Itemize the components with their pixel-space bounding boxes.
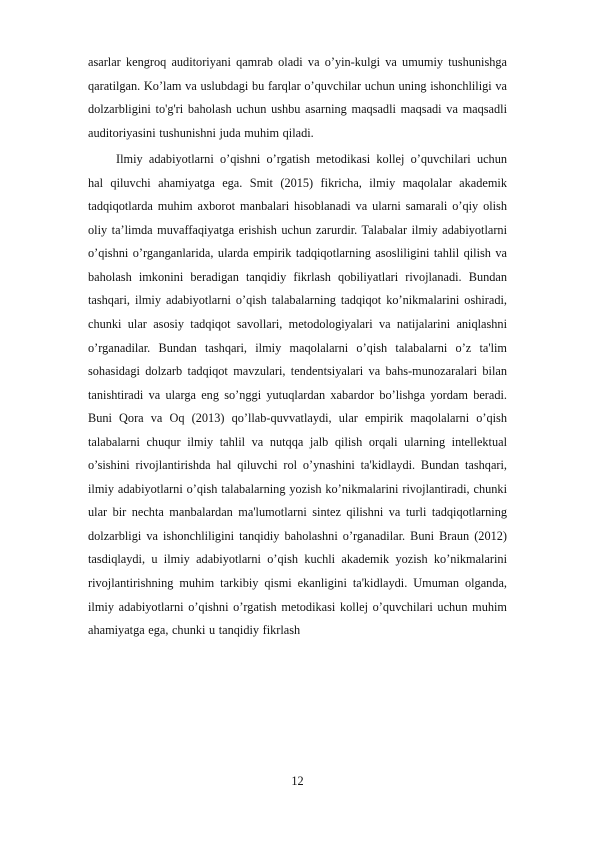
- page-number: 12: [291, 774, 304, 788]
- paragraph-methodology: Ilmiy adabiyotlarni o’qishni o’rgatish metodikasi kollej o’quvchilari uchun hal qiluvchi ahamiyatga ega. Smit (2015) fikricha, ilmiy maqolalar akademik tadqiqotlarda muhim axborot manbalari hisoblanadi va ularni samarali o’qiy olish oliy ta’limda muvaffaqiyatga erishish uchun zarurdir. Talabalar ilmiy adabiyotlarni o’qishni o’rganganlarida, ularda empirik tadqiqotlarning asosliligini tahlil qilish va baholash imkonini beradigan tanqidiy fikrlash qobiliyatlari rivojlanadi. Bundan tashqari, ilmiy adabiyotlarni o’qish talabalarning tadqiqot ko’nikmalarini oshiradi, chunki ular asosiy tadqiqot savollari, metodologiyalari va natijalarini aniqlashni o’rganadilar. Bundan tashqari, ilmiy maqolalarni o’qish talabalarni o’z ta'lim sohasidagi dolzarb tadqiqot mavzulari, tendentsiyalari va bahs-munozaralari bilan tanishtiradi va ularga eng so’nggi yutuqlardan xabardor bo’lishga yordam beradi. Buni Qora va Oq (2013) qo’llab-quvvatlaydi, ular empirik maqolalarni o’qish talabalarni chuqur ilmiy tahlil va nutqqa jalb qilish orqali ularning intellektual o’sishini rivojlantirishda hal qiluvchi rol o’ynashini ta'kidlaydi. Bundan tashqari, ilmiy adabiyotlarni o’qish talabalarning yozish ko’nikmalarini rivojlantiradi, chunki ular bir nechta manbalardan ma'lumotlarni sintez qilishni va turli tadqiqotlarning dolzarbligi va ishonchliligini tanqidiy baholashni o’rganadilar. Buni Braun (2012) tasdiqlaydi, u ilmiy adabiyotlarni o’qish kuchli akademik yozish ko’nikmalarini rivojlantirishning muhim tarkibiy qismi ekanligini ta'kidlaydi. Umuman olganda, ilmiy adabiyotlarni o’qishni o’rgatish metodikasi kollej o’quvchilari uchun muhim ahamiyatga ega, chunki u tanqidiy fikrlash: [88, 152, 507, 638]
- body-text: [88, 51, 507, 646]
- paragraph-continuation: asarlar kengroq auditoriyani qamrab oladi va o’yin-kulgi va umumiy tushunishga qaratilgan. Ko’lam va uslubdagi bu farqlar o’quvchilar uchun uning ishonchliligi va dolzarbligini to'g'ri baholash uchun ushbu asarning maqsadli maqsadi va maqsadli auditoriyasini tushunishni juda muhim qiladi.: [88, 55, 507, 140]
